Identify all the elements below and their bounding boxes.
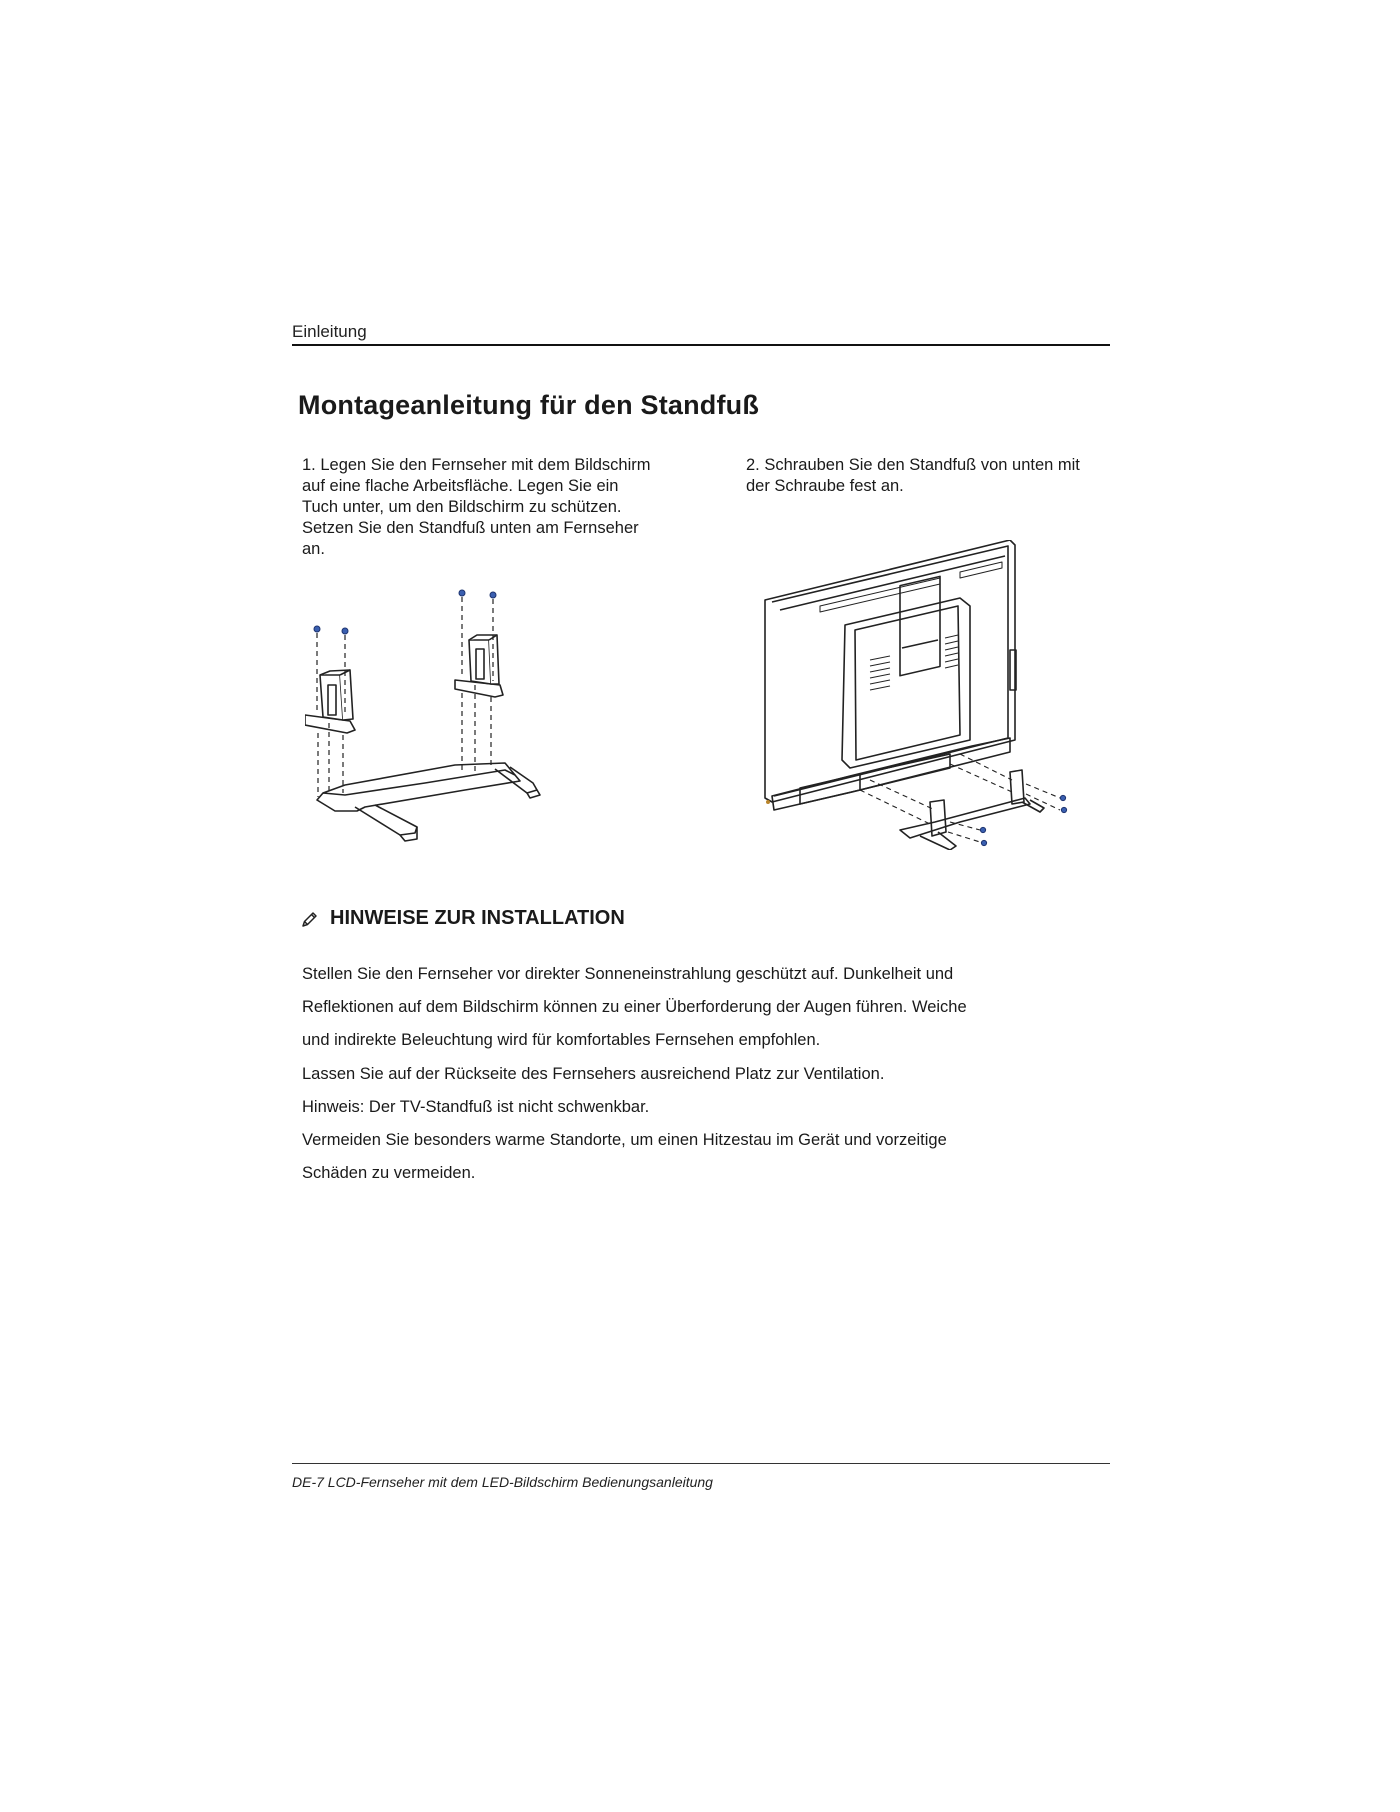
step-2-line: 2. Schrauben Sie den Standfuß von unten mit [746, 456, 1080, 474]
step-1-text [302, 455, 652, 560]
step-1-line: Setzen Sie den Standfuß unten am Fernseher [302, 519, 639, 537]
step-2-text [746, 455, 1086, 497]
notes-line: Lassen Sie auf der Rückseite des Fernsehers ausreichend Platz zur Ventilation. [302, 1064, 885, 1083]
notes-line: Reflektionen auf dem Bildschirm können zu einer Überforderung der Augen führen. Weiche [302, 998, 967, 1017]
footer-rule [292, 1463, 1110, 1464]
page-title: Montageanleitung für den Standfuß [298, 390, 760, 420]
step-1-line: Tuch unter, um den Bildschirm zu schützen. [302, 498, 622, 516]
step-1-line: 1. Legen Sie den Fernseher mit dem Bildschirm [302, 456, 651, 474]
page-footer: DE-7 LCD-Fernseher mit dem LED-Bildschirm Bedienungsanleitung [292, 1474, 713, 1490]
notes-heading [300, 907, 625, 930]
pencil-icon [300, 909, 320, 929]
notes-body [302, 958, 1022, 1190]
step-2-line: der Schraube fest an. [746, 477, 904, 495]
notes-line: Hinweis: Der TV-Standfuß ist nicht schwenkbar. [302, 1097, 650, 1116]
stand-assembly-diagram [305, 585, 595, 855]
notes-line: Schäden zu vermeiden. [302, 1164, 476, 1183]
notes-heading-text: HINWEISE ZUR INSTALLATION [330, 907, 625, 929]
step-1-line: auf eine flache Arbeitsfläche. Legen Sie ein [302, 477, 619, 495]
notes-line: Stellen Sie den Fernseher vor direkter Sonneneinstrahlung geschützt auf. Dunkelheit und [302, 965, 954, 983]
notes-line: und indirekte Beleuchtung wird für komfortables Fernsehen empfohlen. [302, 1031, 821, 1050]
step-1-line: an. [302, 540, 325, 558]
section-label: Einleitung [292, 322, 367, 341]
tv-back-mount-diagram [760, 540, 1090, 850]
notes-line: Vermeiden Sie besonders warme Standorte, um einen Hitzestau im Gerät und vorzeitige [302, 1131, 947, 1150]
header-rule [292, 344, 1110, 346]
